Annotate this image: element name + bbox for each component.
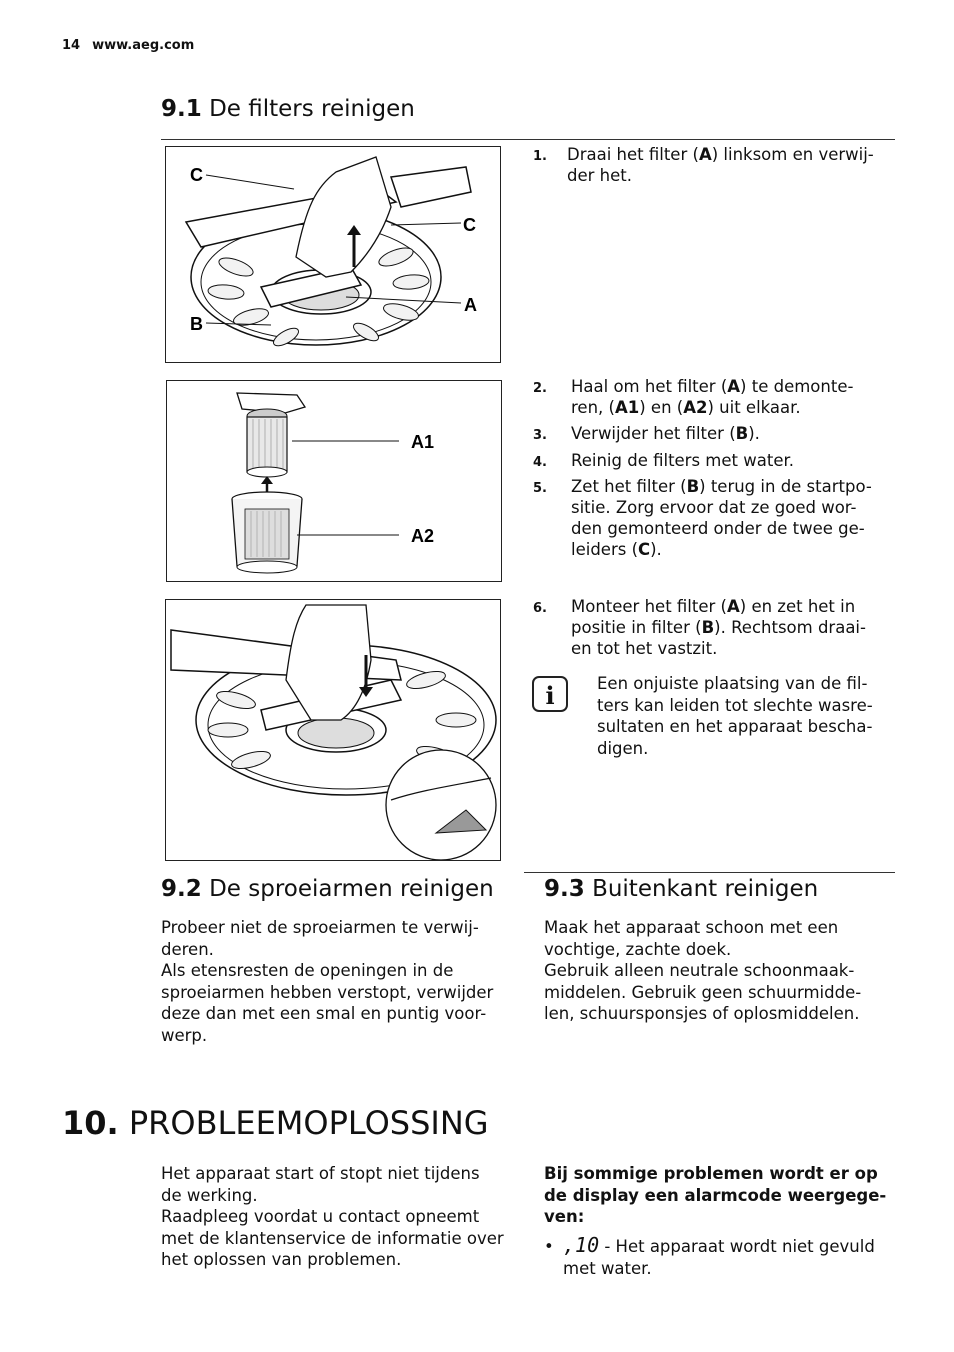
info-line: sultaten en het apparaat bescha-: [597, 717, 873, 736]
section-9-1-title: [161, 96, 415, 122]
step-text-part: ) te demonte-: [740, 377, 854, 396]
step-text-part: der het.: [567, 166, 632, 185]
figure-install-filter: [165, 599, 501, 861]
section-9-2-title: [161, 876, 494, 902]
label-a: A: [464, 295, 477, 315]
info-icon: i: [532, 676, 568, 712]
body-line: Het apparaat start of stopt niet tijdens: [161, 1164, 480, 1183]
body-line: Bij sommige problemen wordt er op: [544, 1164, 878, 1183]
body-line: de display een alarmcode weergege-: [544, 1185, 887, 1205]
step-text-part: ).: [650, 540, 662, 559]
body-line: werp.: [161, 1025, 208, 1045]
step-ref: A2: [683, 398, 708, 417]
step-text-part: leiders (: [571, 540, 639, 559]
section-title-text: De sproeiarmen reinigen: [209, 876, 494, 902]
alarm-code-display: ,10: [562, 1233, 600, 1257]
label-c-right: C: [463, 215, 476, 235]
step-text-part: Haal om het filter (: [571, 377, 728, 396]
step-text-part: ) en (: [639, 398, 684, 417]
info-note: [597, 673, 897, 759]
step-text-part: ) en zet het in: [739, 597, 856, 616]
step-text-part: en tot het vastzit.: [571, 639, 718, 658]
body-line: Gebruik alleen neutrale schoonmaak-: [544, 961, 855, 980]
figure-filter-parts: [166, 380, 502, 582]
section-number: 9.2: [161, 876, 202, 902]
body-line: met water.: [563, 1258, 652, 1278]
step-text: [571, 376, 853, 418]
step-number: 2.: [533, 381, 547, 396]
step-number: 5.: [533, 481, 547, 496]
section-9-3-body: [544, 917, 904, 1025]
website-link[interactable]: www.aeg.com: [92, 38, 195, 53]
page-header: [62, 38, 194, 53]
step-text-part: Monteer het filter (: [571, 597, 727, 616]
step-text-part: ).: [748, 424, 760, 443]
step-text-part: ). Rechtsom draai-: [714, 618, 866, 637]
body-line: vochtige, zachte doek.: [544, 939, 732, 959]
label-c-top: C: [190, 165, 203, 185]
label-b: B: [190, 314, 203, 334]
body-line: len, schuursponsjes of oplosmiddelen.: [544, 1004, 860, 1023]
step-ref: C: [638, 540, 651, 559]
body-line: Maak het apparaat schoon met een: [544, 918, 839, 937]
step-ref: B: [686, 477, 700, 496]
step-text-part: positie in filter (: [571, 618, 702, 637]
section-number: 9.1: [161, 96, 202, 122]
body-line: sproeiarmen hebben verstopt, verwijder: [161, 982, 494, 1002]
step-text-part: Zet het filter (: [571, 477, 687, 496]
body-line: Probeer niet de sproeiarmen te verwij-: [161, 918, 479, 937]
step-ref: B: [735, 424, 749, 443]
filter-install-illustration: [166, 600, 501, 861]
body-line: de werking.: [161, 1185, 258, 1205]
section-title-text: Buitenkant reinigen: [592, 876, 819, 902]
step-text-part: den gemonteerd onder de twee ge-: [571, 519, 865, 538]
step-number: 4.: [533, 455, 547, 470]
step-text: [567, 144, 874, 186]
section-divider: [524, 872, 895, 873]
body-line: - Het apparaat wordt niet gevuld: [599, 1237, 875, 1256]
step-text-part: Verwijder het filter (: [571, 424, 736, 443]
page-number: 14: [62, 38, 81, 53]
section-title-text: De filters reinigen: [209, 96, 415, 122]
step-text-part: Draai het filter (: [567, 145, 699, 164]
filter-removal-illustration: [166, 147, 501, 363]
step-text-part: ) terug in de startpo-: [699, 477, 872, 496]
info-line: ters kan leiden tot slechte wasre-: [597, 695, 873, 715]
label-a1: A1: [411, 432, 435, 452]
step-number: 3.: [533, 428, 547, 443]
step-text-part: sitie. Zorg ervoor dat ze goed wor-: [571, 498, 857, 517]
body-line: het oplossen van problemen.: [161, 1250, 402, 1269]
body-line: Als etensresten de openingen in de: [161, 961, 454, 980]
info-line: digen.: [597, 738, 649, 758]
step-number: 1.: [533, 149, 547, 164]
chapter-number: 10.: [62, 1104, 119, 1142]
section-number: 9.3: [544, 876, 585, 902]
chapter-10-title: [62, 1104, 489, 1142]
step-text-part: ) linksom en verwij-: [711, 145, 874, 164]
chapter-10-intro: [161, 1163, 521, 1271]
section-divider: [161, 139, 895, 140]
body-line: met de klantenservice de informatie over: [161, 1228, 504, 1248]
alarm-code-item: [544, 1235, 904, 1279]
label-a2: A2: [411, 526, 435, 546]
step-text-part: ren, (: [571, 398, 615, 417]
step-text-part: ) uit elkaar.: [707, 398, 801, 417]
step-ref: A: [698, 145, 712, 164]
chapter-title-text: PROBLEEMOPLOSSING: [128, 1104, 489, 1142]
step-text: [571, 596, 866, 659]
step-ref: A1: [614, 398, 640, 417]
info-line: Een onjuiste plaatsing van de fil-: [597, 674, 868, 693]
body-line: Raadpleeg voordat u contact opneemt: [161, 1207, 480, 1226]
section-9-3-title: [544, 876, 818, 902]
step-text: Reinig de filters met water.: [571, 451, 794, 470]
figure-remove-filter: [165, 146, 501, 363]
filter-parts-illustration: [167, 381, 502, 582]
bullet-icon: •: [544, 1237, 554, 1256]
body-line: deze dan met een smal en puntig voor-: [161, 1004, 487, 1023]
step-text: [571, 423, 760, 444]
step-text: [571, 476, 872, 560]
body-line: deren.: [161, 939, 214, 959]
body-line: ven:: [544, 1207, 585, 1226]
step-ref: B: [701, 618, 715, 637]
step-ref: A: [727, 377, 741, 396]
body-line: middelen. Gebruik geen schuurmidde-: [544, 982, 862, 1002]
alarm-code-intro: [544, 1163, 904, 1228]
section-9-2-body: [161, 917, 521, 1046]
step-ref: A: [726, 597, 740, 616]
step-number: 6.: [533, 601, 547, 616]
